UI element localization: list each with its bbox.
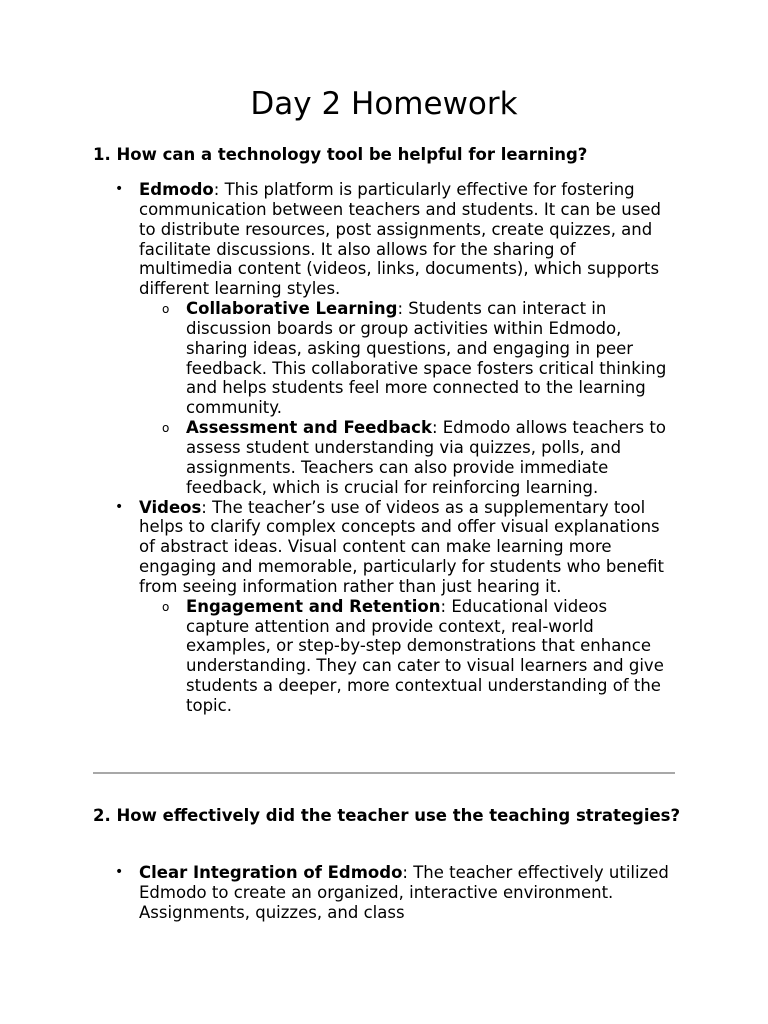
- item-text: : The teacher’s use of videos as a supplementary tool helps to clarify complex concepts and offer visual explanations of abstract ideas. Visual content can make learning more engaging and memorable, particularly for students who benefit from seeing information rather than just hearing it.: [139, 497, 664, 596]
- list-item-edmodo: [0, 180, 674, 498]
- horizontal-divider: [93, 772, 675, 774]
- item-text: : Educational videos capture attention and provide context, real-world examples, or step-by-step demonstrations that enhance understanding. They can cater to visual learners and give students a deeper, more contextual understanding of the topic.: [186, 596, 664, 715]
- question-1-list: [0, 180, 768, 716]
- item-term: Edmodo: [139, 180, 214, 199]
- sub-list: [139, 597, 674, 716]
- question-2-list: [0, 863, 768, 923]
- item-text: : The teacher effectively utilized Edmodo to create an organized, interactive environment. Assignments, quizzes, and class: [139, 863, 669, 922]
- item-text: : Edmodo allows teachers to assess student understanding via quizzes, polls, and assignments. Teachers can also provide immediate feedback, which is crucial for reinforcing learning.: [186, 418, 666, 497]
- bullet-icon: •: [115, 181, 124, 197]
- sub-item-assessment-feedback: [139, 418, 674, 497]
- item-term: Clear Integration of Edmodo: [139, 863, 403, 882]
- page-title: Day 2 Homework: [250, 86, 518, 122]
- sub-item-engagement-retention: [139, 597, 674, 716]
- question-2-heading: 2. How effectively did the teacher use the teaching strategies?: [93, 806, 681, 825]
- bullet-icon: •: [115, 864, 124, 880]
- item-term: Collaborative Learning: [186, 299, 398, 319]
- item-term: Assessment and Feedback: [186, 418, 432, 438]
- item-text: : Students can interact in discussion boards or group activities within Edmodo, sharing ideas, asking questions, and engaging in peer feedback. This collaborative space fosters critical thinking and helps students feel more connected to the learning community.: [186, 299, 667, 418]
- item-text: : This platform is particularly effective for fostering communication between teachers and students. It can be used to distribute resources, post assignments, create quizzes, and facilitate discussions. It also allows for the sharing of multimedia content (videos, links, documents), which supports different learning styles.: [139, 180, 661, 299]
- sub-bullet-icon: o: [162, 599, 170, 614]
- item-term: Videos: [139, 497, 202, 517]
- item-term: Engagement and Retention: [186, 596, 441, 616]
- bullet-icon: •: [115, 498, 124, 515]
- sub-item-collaborative-learning: [139, 299, 674, 418]
- sub-bullet-icon: o: [162, 302, 170, 317]
- list-item-clear-integration-edmodo: [0, 863, 674, 923]
- question-1-heading: 1. How can a technology tool be helpful for learning?: [93, 145, 588, 164]
- list-item-videos: [0, 498, 674, 716]
- sub-bullet-icon: o: [162, 421, 170, 436]
- sub-list: [139, 299, 674, 497]
